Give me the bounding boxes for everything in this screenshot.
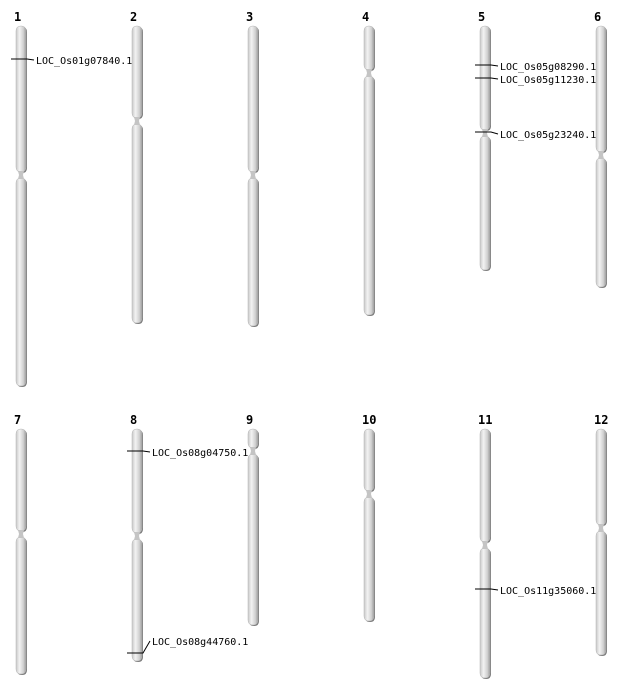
centromere: [482, 541, 488, 549]
centromere: [18, 530, 24, 538]
chromosome-number-4: 4: [362, 10, 370, 24]
chromosome-long-arm: [364, 76, 374, 315]
chromosome-long-arm: [364, 497, 374, 621]
centromere: [366, 69, 372, 77]
centromere: [366, 490, 372, 498]
chromosome-long-arm: [480, 136, 490, 270]
chromosome-number-8: 8: [130, 413, 138, 427]
gene-label: LOC_Os08g44760.1: [152, 637, 249, 648]
chromosome-12: [594, 413, 608, 656]
chromosome-short-arm: [364, 429, 374, 491]
chromosome-number-1: 1: [14, 10, 22, 24]
chromosome-short-arm: [248, 26, 258, 172]
chromosome-short-arm: [480, 429, 490, 542]
centromere: [598, 151, 604, 159]
chromosome-long-arm: [16, 537, 26, 674]
chromosome-number-5: 5: [478, 10, 486, 24]
chromosome-short-arm: [596, 26, 606, 152]
chromosome-long-arm: [480, 548, 490, 678]
chromosome-short-arm: [596, 429, 606, 525]
chromosome-11: [475, 413, 596, 679]
chromosome-number-9: 9: [246, 413, 254, 427]
gene-label: LOC_Os08g04750.1: [152, 448, 249, 459]
centromere: [250, 171, 256, 179]
chromosome-number-3: 3: [246, 10, 254, 24]
centromere: [134, 117, 140, 125]
chromosome-2: [130, 10, 143, 324]
chromosome-7: [14, 413, 27, 675]
centromere: [598, 524, 604, 532]
chromosome-5: [475, 10, 596, 271]
centromere: [250, 447, 256, 455]
chromosome-long-arm: [132, 124, 142, 323]
gene-label: LOC_Os05g11230.1: [500, 75, 597, 86]
chromosome-number-6: 6: [594, 10, 602, 24]
chromosome-8: [127, 413, 248, 662]
chromosome-number-10: 10: [362, 413, 377, 427]
centromere: [134, 532, 140, 540]
chromosome-long-arm: [596, 531, 606, 655]
chromosome-long-arm: [596, 158, 606, 287]
gene-label: LOC_Os11g35060.1: [500, 586, 597, 597]
chromosome-number-12: 12: [594, 413, 609, 427]
chromosome-long-arm: [248, 178, 258, 326]
chromosome-number-2: 2: [130, 10, 138, 24]
gene-label: LOC_Os01g07840.1: [36, 56, 133, 67]
chromosome-short-arm: [248, 429, 258, 448]
chromosome-long-arm: [16, 178, 26, 386]
chromosome-short-arm: [16, 26, 26, 172]
chromosome-4: [362, 10, 375, 316]
chromosome-9: [246, 413, 259, 626]
chromosome-10: [362, 413, 376, 622]
chromosome-short-arm: [16, 429, 26, 531]
gene-label: LOC_Os05g23240.1: [500, 130, 597, 141]
chromosome-number-7: 7: [14, 413, 22, 427]
chromosome-long-arm: [248, 454, 258, 625]
chromosome-number-11: 11: [478, 413, 493, 427]
chromosome-short-arm: [132, 429, 142, 533]
chromosome-short-arm: [132, 26, 142, 118]
chromosome-long-arm: [132, 539, 142, 661]
chromosome-3: [246, 10, 259, 327]
chromosome-short-arm: [364, 26, 374, 70]
gene-label: LOC_Os05g08290.1: [500, 62, 597, 73]
centromere: [18, 171, 24, 179]
chromosome-6: [594, 10, 607, 288]
chromosome-1: [11, 10, 132, 387]
centromere: [482, 129, 488, 137]
